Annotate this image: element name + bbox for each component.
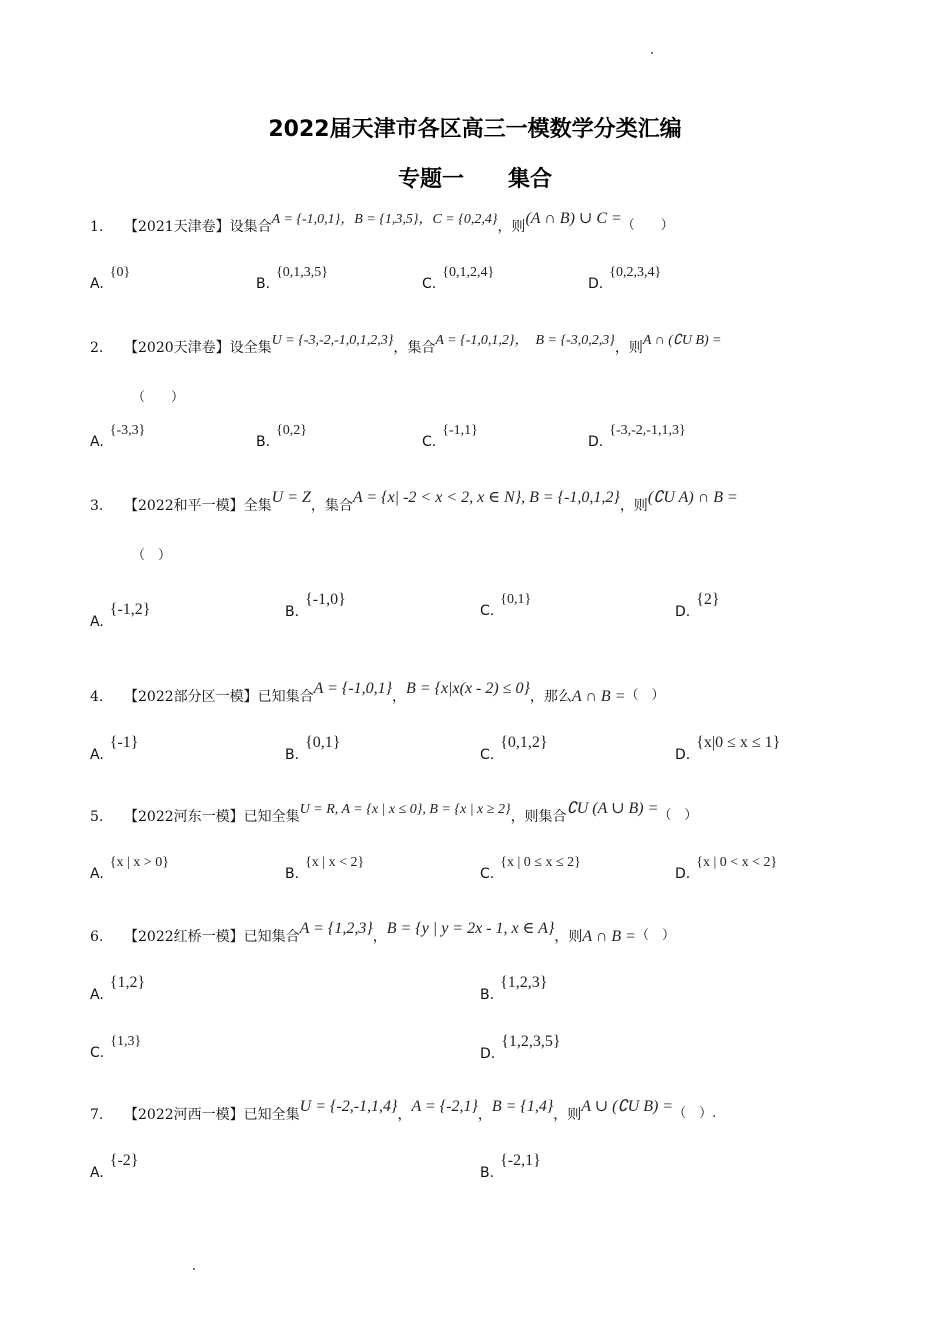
option-b: B.{x | x < 2} xyxy=(285,855,365,882)
answer-paren: （ ） xyxy=(132,390,185,405)
option-c: C.{0,1,2,4} xyxy=(422,265,495,292)
option-c: C.{0,1,2} xyxy=(480,734,548,763)
question-2: 2. 【2020天津卷】设全集U = {-3,-2,-1,0,1,2,3}，集合A = {-1,0,1,2}， B = {-3,0,2,3}，则A ∩ (∁U B) = xyxy=(90,333,722,356)
question-5: 5. 【2022河东一模】已知全集U = R, A = {x | x ≤ 0}, B = {x | x ≥ 2}，则集合∁U (A ∪ B) =（ ） xyxy=(90,800,698,825)
option-d: D.{x | 0 < x < 2} xyxy=(675,855,778,882)
option-d: D.{0,2,3,4} xyxy=(588,265,662,292)
option-a: A.{-1} xyxy=(90,734,139,763)
answer-paren: （ ） xyxy=(132,548,172,563)
option-a: A.{x | x > 0} xyxy=(90,855,169,882)
question-4: 4. 【2022部分区一模】已知集合A = {-1,0,1}，B = {x|x(x - 2) ≤ 0}，那么A ∩ B =（ ） xyxy=(90,680,665,705)
page-title: 2022届天津市各区高三一模数学分类汇编 xyxy=(268,117,682,142)
option-a: A.{1,2} xyxy=(90,974,146,1003)
option-d: D.{2} xyxy=(675,591,720,620)
option-a: A.{-1,2} xyxy=(90,601,151,630)
chapter-title: 专题一 集合 xyxy=(397,167,553,192)
option-c: C.{-1,1} xyxy=(422,423,478,450)
option-b: B.{-2,1} xyxy=(480,1152,541,1181)
option-c: C.{x | 0 ≤ x ≤ 2} xyxy=(480,855,581,882)
option-c: C.{1,3} xyxy=(90,1034,142,1061)
speck xyxy=(651,52,653,54)
question-6: 6. 【2022红桥一模】已知集合A = {1,2,3}，B = {y | y = 2x - 1, x ∈ A}，则A ∩ B =（ ） xyxy=(90,920,675,945)
option-a: A.{0} xyxy=(90,265,131,292)
speck xyxy=(193,1268,195,1270)
option-b: B.{0,1} xyxy=(285,734,341,763)
question-1: 1. 【2021天津卷】设集合A = {-1,0,1}，B = {1,3,5}，C = {0,2,4}，则(A ∩ B) ∪ C =（ ） xyxy=(90,210,674,235)
option-d: D.{1,2,3,5} xyxy=(480,1033,561,1062)
option-b: B.{1,2,3} xyxy=(480,974,548,1003)
option-b: B.{0,1,3,5} xyxy=(256,265,329,292)
option-a: A.{-3,3} xyxy=(90,423,146,450)
option-d: D.{-3,-2,-1,1,3} xyxy=(588,423,686,450)
option-a: A.{-2} xyxy=(90,1152,139,1181)
question-7: 7. 【2022河西一模】已知全集U = {-2,-1,1,4}，A = {-2,1}，B = {1,4}，则A ∪ (∁U B) =（ ）. xyxy=(90,1098,717,1123)
option-b: B.{-1,0} xyxy=(285,591,346,620)
option-d: D.{x|0 ≤ x ≤ 1} xyxy=(675,734,781,763)
option-c: C.{0,1} xyxy=(480,592,532,619)
question-3: 3. 【2022和平一模】全集U = Z，集合A = {x| -2 < x < 2, x ∈ N}, B = {-1,0,1,2}，则(∁U A) ∩ B = xyxy=(90,489,738,514)
option-b: B.{0,2} xyxy=(256,423,308,450)
